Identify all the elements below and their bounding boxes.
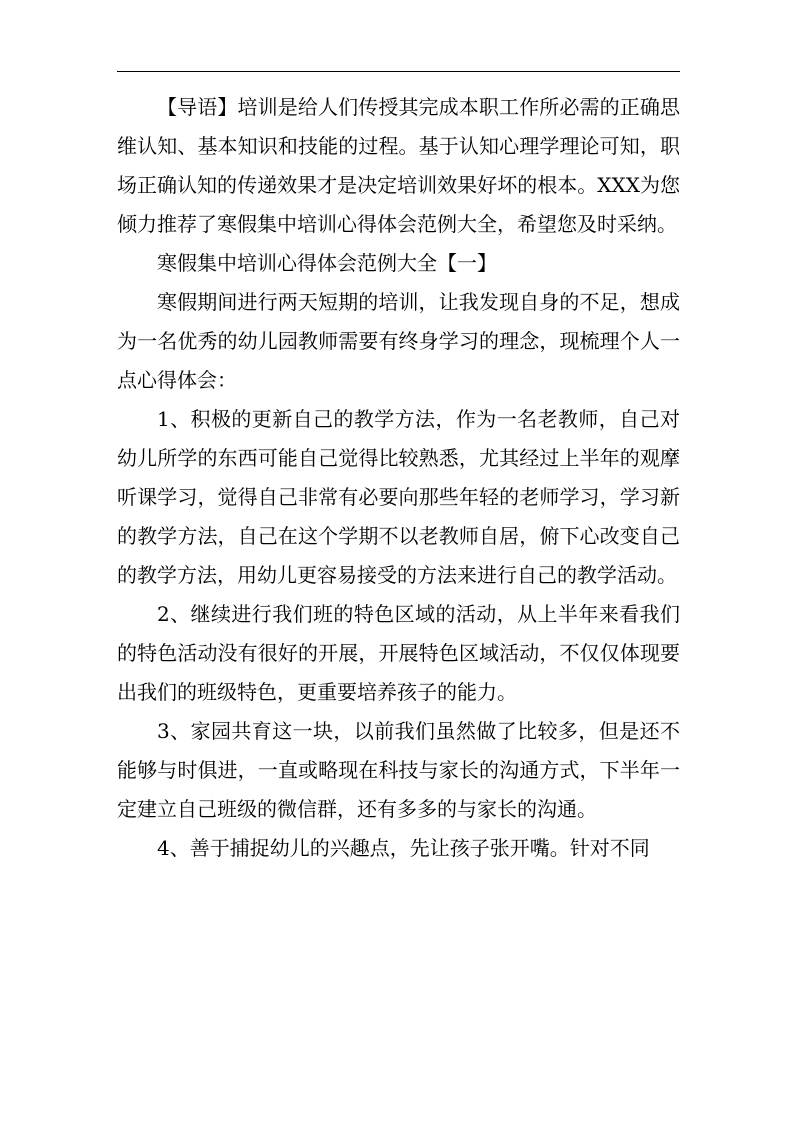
document-body (117, 88, 680, 868)
list-item-1: 1、积极的更新自己的教学方法，作为一名老教师，自己对幼儿所学的东西可能自己觉得比较熟悉，尤其经过上半年的观摩听课学习，觉得自己非常有必要向那些年轻的老师学习，学习新的教学方法，自己在这个学期不以老教师自居，俯下心改变自己的教学方法，用幼儿更容易接受的方法来进行自己的教学活动。 (117, 407, 680, 587)
list-item-2: 2、继续进行我们班的特色区域的活动，从上半年来看我们的特色活动没有很好的开展，开展特色区域活动，不仅仅体现要出我们的班级特色，更重要培养孩子的能力。 (117, 602, 680, 704)
intro-paragraph: 【导语】培训是给人们传授其完成本职工作所必需的正确思维认知、基本知识和技能的过程。基于认知心理学理论可知，职场正确认知的传递效果才是决定培训效果好坏的根本。XXX为您倾力推荐了寒假集中培训心得体会范例大全，希望您及时采纳。 (117, 95, 680, 236)
header-rule (117, 71, 680, 72)
list-item-3: 3、家园共育这一块，以前我们虽然做了比较多，但是还不能够与时俱进，一直或略现在科技与家长的沟通方式，下半年一定建立自己班级的微信群，还有多多的与家长的沟通。 (117, 719, 680, 821)
list-item-4: 4、善于捕捉幼儿的兴趣点，先让孩子张开嘴。针对不同 (157, 836, 650, 860)
section-heading: 寒假集中培训心得体会范例大全【一】 (157, 251, 497, 275)
body-paragraph: 寒假期间进行两天短期的培训，让我发现自身的不足，想成为一名优秀的幼儿园教师需要有终身学习的理念，现梳理个人一点心得体会： (117, 290, 680, 392)
